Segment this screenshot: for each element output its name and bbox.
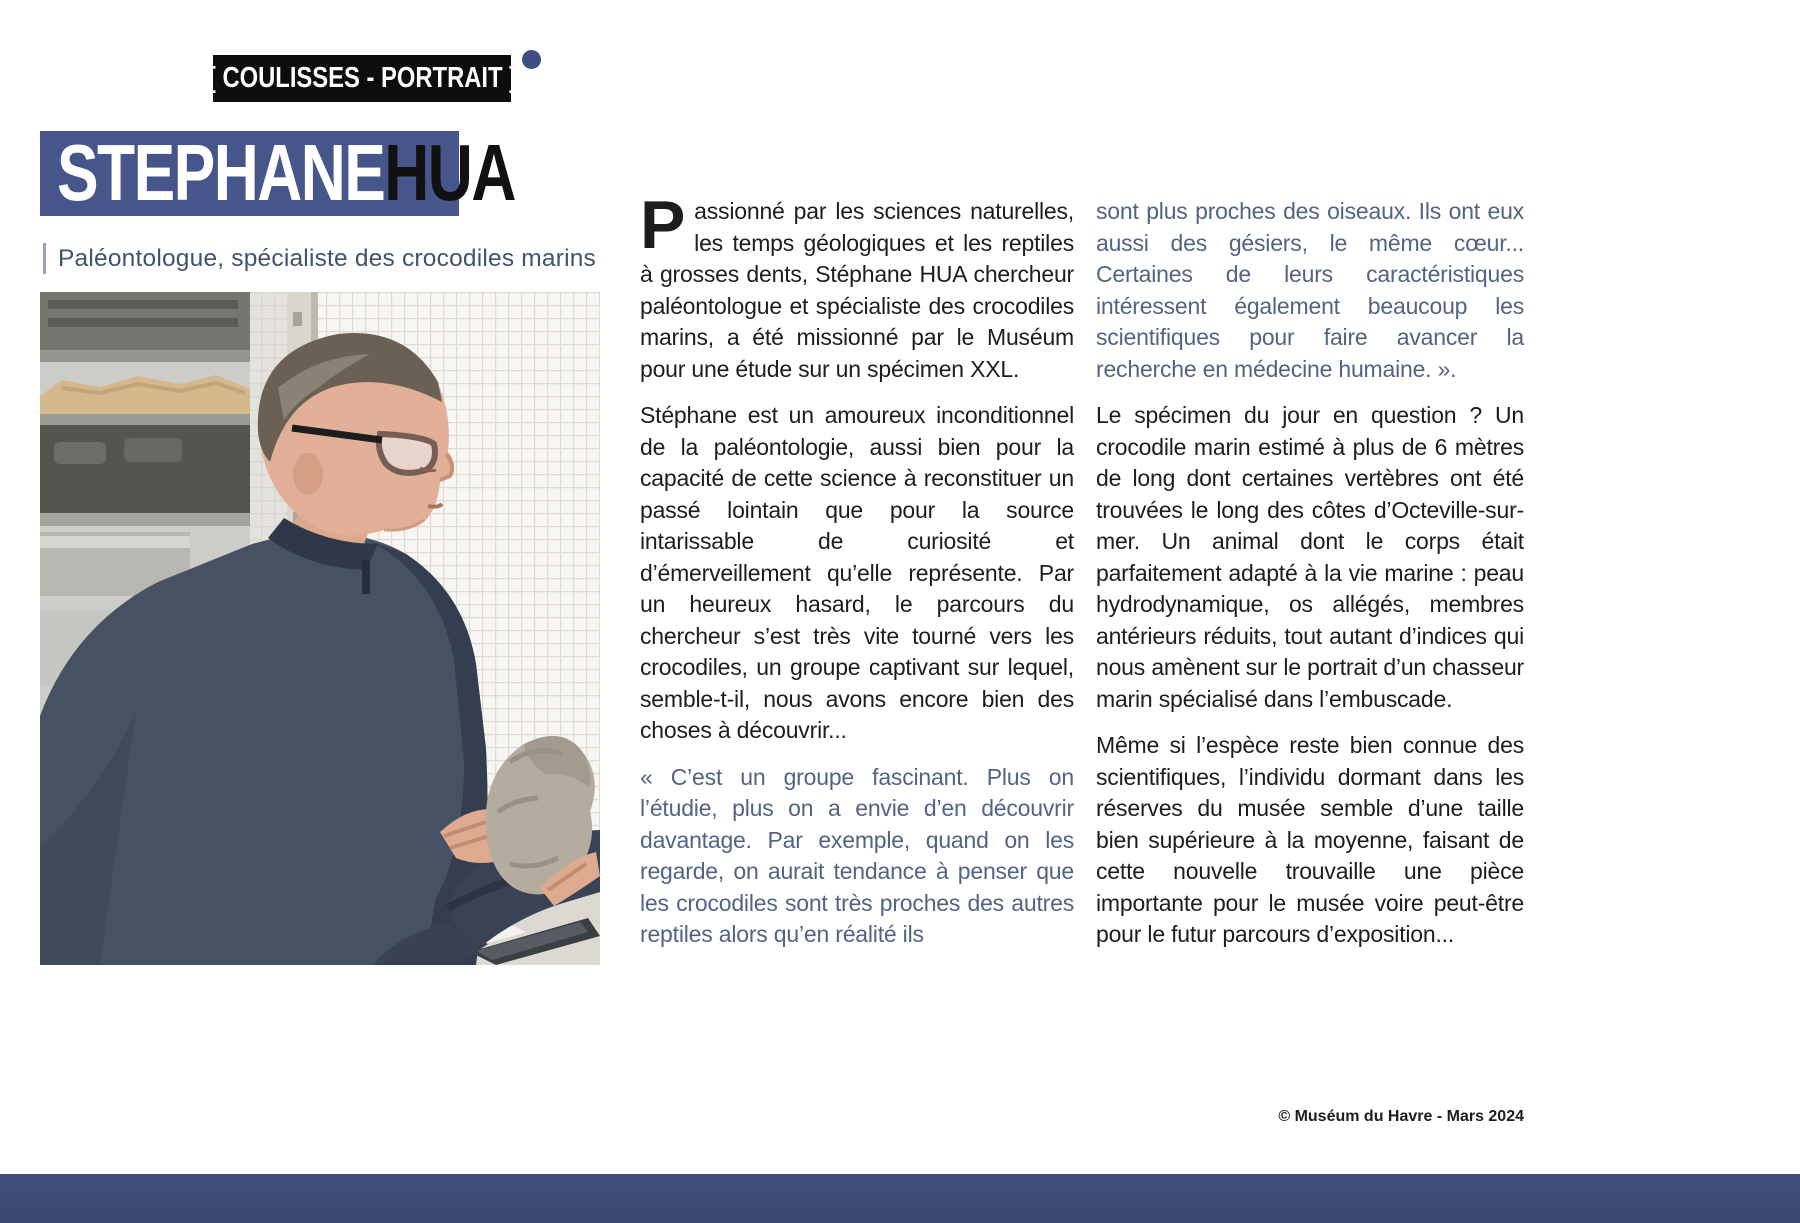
portrait-photo-illustration (40, 292, 600, 965)
quote-start: « C’est un groupe fascinant. Plus on l’étudie, plus on a envie d’en découvrir davantage. Par exemple, quand on les regarde, on aurait tendance à penser que les crocodiles sont très proches des autres reptiles alors qu’en réalité ils (640, 763, 1074, 947)
paragraph-specimen: Le spécimen du jour en question ? Un crocodile marin estimé à plus de 6 mètres de long dont certaines vertèbres ont été trouvées le long des côtes d’Octeville-sur-mer. Un animal dont le corps était parfaitement adapté à la vie marine : peau hydrodynamique, os allégés, membres antérieurs réduits, tout autant d’indices qui nous amènent sur le portrait d’un chasseur marin spécialisé dans l’embuscade. (1096, 402, 1524, 712)
paragraph-species: Même si l’espèce reste bien connue des scientifiques, l’individu dormant dans les réserves du musée semble d’une taille bien supérieure à la moyenne, faisant de cette nouvelle trouvaille une pièce importante pour le musée voire peut-être pour le futur parcours d’exposition... (1096, 732, 1524, 947)
drop-cap: P (640, 187, 686, 263)
page-title (57, 128, 515, 218)
section-badge-label: [ COULISSES - PORTRAIT ] (207, 62, 517, 94)
portrait-photo (40, 292, 600, 965)
footer-bar (0, 1174, 1800, 1223)
copyright-credit: © Muséum du Havre - Mars 2024 (1278, 1108, 1524, 1125)
article-column-2 (1096, 196, 1524, 966)
quote-end: sont plus proches des oiseaux. Ils ont eux aussi des gésiers, le même cœur... Certaines de leurs caractéristiques intéressent également beaucoup les scientifiques pour faire avancer la recherche en médecine humaine. ». (1096, 198, 1524, 382)
article-column-1 (640, 187, 1074, 966)
subtitle-rule (43, 243, 46, 274)
subtitle-text: Paléontologue, spécialiste des crocodiles marins (58, 244, 597, 272)
paragraph-intro-text: assionné par les sciences naturelles, les temps géologiques et les reptiles à grosses dents, Stéphane HUA chercheur paléontologue et spécialiste des crocodiles marins, a été missionné par le Muséum pour une étude sur un spécimen XXL. (640, 198, 1074, 382)
accent-dot (522, 50, 541, 69)
subtitle (43, 243, 596, 274)
page-title-firstname: STEPHANE (57, 128, 385, 217)
section-badge (207, 55, 517, 102)
paragraph-intro (640, 187, 1074, 385)
page-title-lastname: HUA (384, 128, 515, 217)
paragraph-passion: Stéphane est un amoureux inconditionnel de la paléontologie, aussi bien pour la capacité de cette science à reconstituer un passé lointain que pour la source intarissable de curiosité et d’émerveillement qu’elle représente. Par un heureux hasard, le parcours du chercheur s’est très vite tourné vers les crocodiles, un groupe captivant sur lequel, semble-t-il, nous avons encore bien des choses à découvrir... (640, 402, 1074, 743)
